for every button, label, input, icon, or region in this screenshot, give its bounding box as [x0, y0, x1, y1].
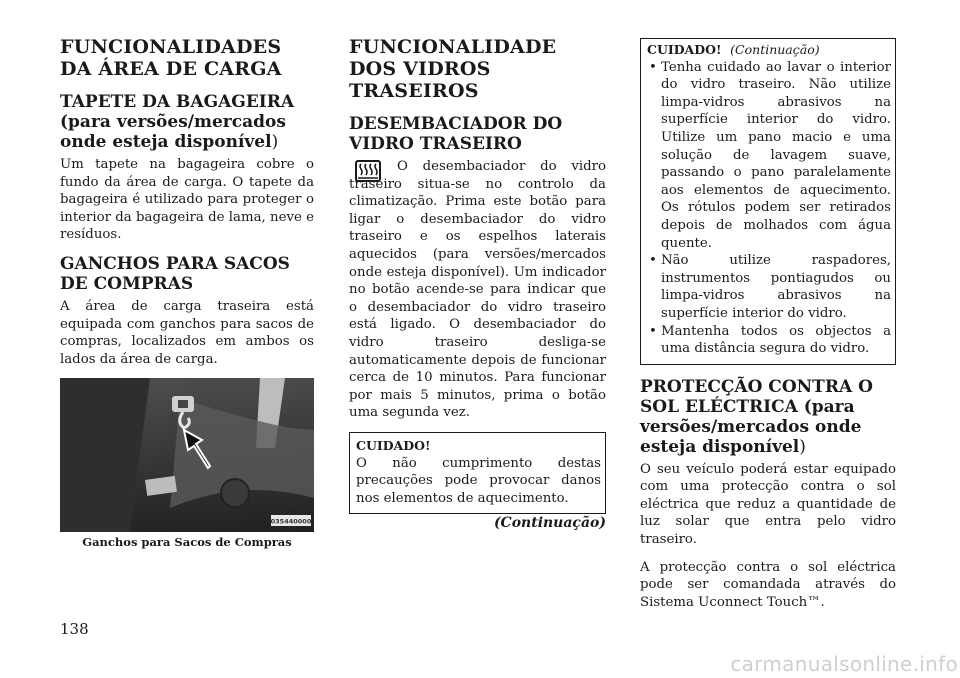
rear-defroster-heading: DESEMBACIADOR DO VIDRO TRASEIRO	[349, 114, 563, 154]
cargo-mat-heading-paren: )	[271, 132, 279, 152]
grocery-hooks-text: A área de carga traseira está equipada com ganchos para sacos de compras, localizados em ambos os lados da área de carga.	[60, 298, 314, 367]
caution-heading: CUIDADO!	[356, 437, 431, 453]
page-number: 138	[60, 620, 89, 638]
caution-continued-label: (Continuação)	[730, 42, 820, 57]
grocery-hooks-photo	[60, 378, 314, 532]
list-item: • Não utilize raspadores, instrumentos pontiagudos ou limpa-vidros abrasivos na superfície interior do vidro.	[649, 253, 891, 321]
sunshade-heading	[640, 377, 896, 457]
sunshade-text-1: O seu veículo poderá estar equipado com uma protecção contra o sol eléctrica que reduz a quantidade de luz solar que entra pelo vidro traseiro.	[640, 461, 896, 548]
rear-defroster-icon	[355, 160, 381, 182]
defroster-section	[349, 158, 606, 422]
caution-continued-box	[640, 38, 896, 365]
sunshade-heading-paren: )	[799, 436, 806, 457]
caution-continued-heading	[647, 41, 891, 59]
list-item-text: Mantenha todos os objectos a uma distância segura do vidro.	[661, 323, 891, 357]
caution-text: O não cumprimento destas precauções pode provocar danos nos elementos de aquecimento.	[356, 455, 601, 506]
right-column	[640, 38, 896, 621]
caution-continued-head-text: CUIDADO!	[647, 42, 722, 57]
photo-caption: Ganchos para Sacos de Compras	[82, 535, 292, 550]
middle-column	[349, 36, 606, 531]
cargo-area-illustration	[60, 378, 314, 532]
list-item-text: Tenha cuidado ao lavar o interior do vidro traseiro. Não utilize limpa-vidros abrasivos na superfície interior do vidro. Utilize um pano macio e uma solução de lavagem suave, passando o pano paralelamente aos elementos de aquecimento. Os rótulos podem ser retirados depois de molhados com água quente.	[661, 59, 891, 251]
defroster-text: O desembaciador do vidro traseiro situa-se no controlo da climatização. Prima este botão para ligar o desembaciador do vidro traseiro e os espelhos laterais aquecidos (para versões/mercados onde esteja disponível). Um indicador no botão acende-se para indicar que o desembaciador do vidro traseiro está ligado. O desembaciador do vidro traseiro desliga-se automaticamente depois de funcionar cerca de 10 minutos. Para funcionar por mais 5 minutos, prima o botão uma segunda vez.	[349, 159, 606, 421]
cargo-mat-text: Um tapete na bagageira cobre o fundo da área de carga. O tapete da bagageira é utilizado para proteger o interior da bagageira de lama, neve e resíduos.	[60, 157, 314, 243]
list-item: • Mantenha todos os objectos a uma distância segura do vidro.	[649, 323, 891, 357]
grocery-hooks-heading: GANCHOS PARA SACOS DE COMPRAS	[60, 253, 290, 294]
photo-code: 035440000	[270, 517, 312, 526]
watermark: carmanualsonline.info	[730, 652, 958, 676]
cargo-mat-heading-text: TAPETE DA BAGAGEIRA (para versões/mercados onde esteja disponível	[60, 92, 295, 152]
caution-list	[647, 59, 891, 358]
list-item: • Tenha cuidado ao lavar o interior do vidro traseiro. Não utilize limpa-vidros abrasivos na superfície interior do vidro. Utilize um pano macio e uma solução de lavagem suave, passando o pano paralelamente aos elementos de aquecimento. Os rótulos podem ser retirados depois de molhados com água quente.	[649, 59, 891, 251]
caution-box	[349, 432, 606, 514]
cargo-features-heading: FUNCIONALIDADES DA ÁREA DE CARGA	[60, 36, 282, 80]
continued-label: (Continuação)	[493, 515, 606, 532]
sunshade-heading-text: PROTECÇÃO CONTRA O SOL ELÉCTRICA (para versões/mercados onde esteja disponível	[640, 376, 873, 457]
sunshade-text-2: A protecção contra o sol eléctrica pode ser comandada através do Sistema Uconnect Touch™.	[640, 559, 896, 610]
left-column	[60, 36, 314, 549]
rear-window-heading: FUNCIONALIDADE DOS VIDROS TRASEIROS	[349, 36, 557, 102]
list-item-text: Não utilize raspadores, instrumentos pontiagudos ou limpa-vidros abrasivos na superfície interior do vidro.	[661, 253, 891, 321]
cargo-mat-heading	[60, 92, 314, 152]
